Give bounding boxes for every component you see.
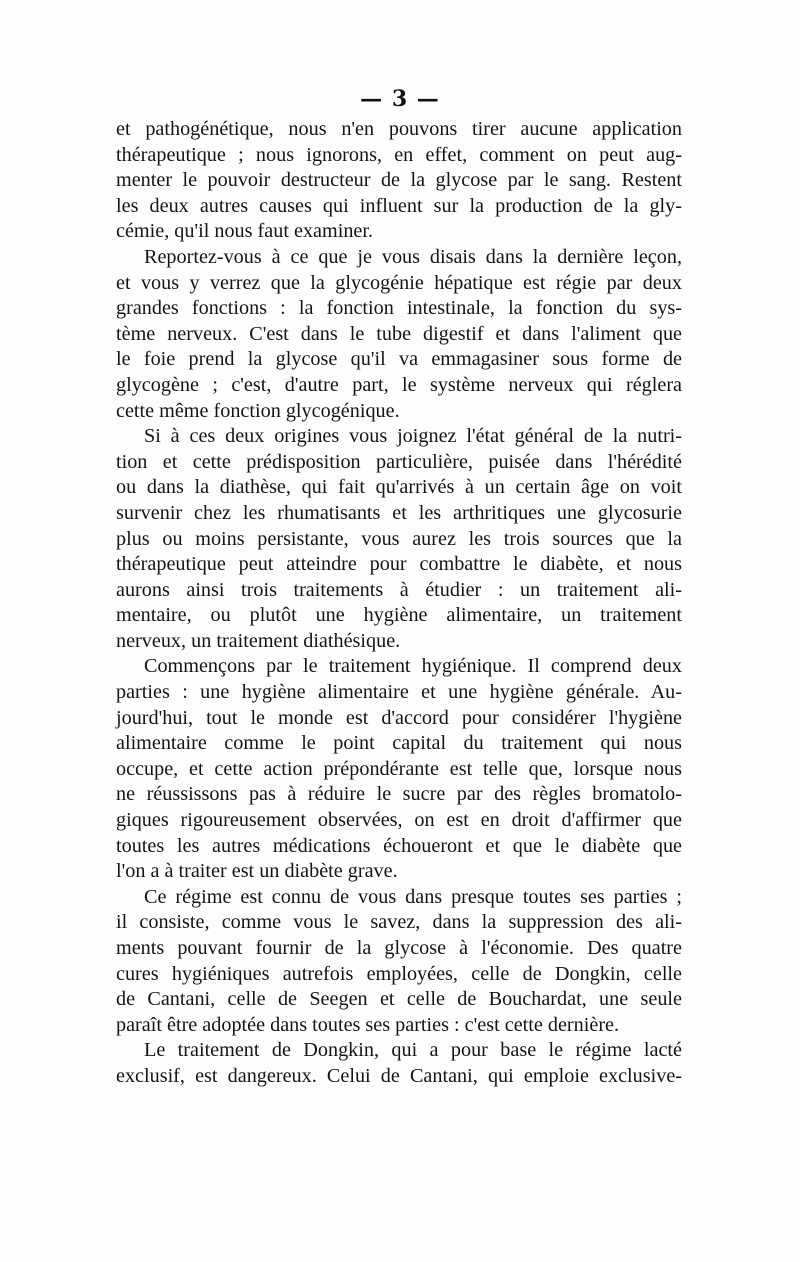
text-line: plus ou moins persistante, vous aurez les trois sources que la xyxy=(116,527,682,550)
text-line: cémie, qu'il nous faut examiner. xyxy=(116,220,374,243)
text-line: toutes les autres médications échoueront et que le diabète que xyxy=(116,834,682,857)
paragraph xyxy=(116,1038,682,1089)
paragraph xyxy=(116,424,682,654)
text-line: Ce régime est connu de vous dans presque toutes ses parties ; xyxy=(144,885,682,908)
text-line: thérapeutique ; nous ignorons, en effet, comment on peut aug- xyxy=(116,143,682,166)
text-line: cette même fonction glycogénique. xyxy=(116,399,400,422)
text-line: giques rigoureusement observées, on est en droit d'affirmer que xyxy=(116,809,682,832)
page-number: — 3 — xyxy=(360,86,440,112)
text-line: thérapeutique peut atteindre pour combattre le diabète, et nous xyxy=(116,553,682,576)
text-line: aurons ainsi trois traitements à étudier : un traitement ali- xyxy=(116,578,682,601)
text-line: occupe, et cette action prépondérante est telle que, lorsque nous xyxy=(116,757,682,780)
paragraph xyxy=(116,654,682,884)
text-line: le foie prend la glycose qu'il va emmagasiner sous forme de xyxy=(116,348,682,371)
text-line: paraît être adoptée dans toutes ses parties : c'est cette dernière. xyxy=(116,1013,620,1036)
text-line: glycogène ; c'est, d'autre part, le système nerveux qui réglera xyxy=(116,373,682,396)
text-line: Commençons par le traitement hygiénique. Il comprend deux xyxy=(144,655,682,678)
paragraph xyxy=(116,885,682,1039)
text-line: Le traitement de Dongkin, qui a pour base le régime lacté xyxy=(144,1039,682,1062)
paragraph xyxy=(116,117,682,245)
text-line: tion et cette prédisposition particulière, puisée dans l'hérédité xyxy=(116,450,682,473)
paragraph xyxy=(116,245,682,424)
text-line: il consiste, comme vous le savez, dans la suppression des ali- xyxy=(116,911,682,934)
text-line: les deux autres causes qui influent sur la production de la gly- xyxy=(116,194,682,217)
body-text xyxy=(116,117,682,1090)
text-line: de Cantani, celle de Seegen et celle de Bouchardat, une seule xyxy=(116,988,682,1011)
text-line: menter le pouvoir destructeur de la glycose par le sang. Restent xyxy=(116,169,682,192)
text-line: tème nerveux. C'est dans le tube digestif et dans l'aliment que xyxy=(116,322,682,345)
text-line: cures hygiéniques autrefois employées, celle de Dongkin, celle xyxy=(116,962,682,985)
text-line: survenir chez les rhumatisants et les arthritiques une glycosurie xyxy=(116,501,682,524)
text-line: alimentaire comme le point capital du traitement qui nous xyxy=(116,732,682,755)
text-line: et vous y verrez que la glycogénie hépatique est régie par deux xyxy=(116,271,682,294)
text-line: nerveux, un traitement diathésique. xyxy=(116,629,401,652)
text-line: l'on a à traiter est un diabète grave. xyxy=(116,860,398,883)
text-line: jourd'hui, tout le monde est d'accord pour considérer l'hygiène xyxy=(116,706,682,729)
text-line: ments pouvant fournir de la glycose à l'économie. Des quatre xyxy=(116,937,682,959)
text-line: et pathogénétique, nous n'en pouvons tirer aucune application xyxy=(116,118,682,140)
text-line: Si à ces deux origines vous joignez l'état général de la nutri- xyxy=(144,425,682,448)
text-line: ou dans la diathèse, qui fait qu'arrivés à un certain âge on voit xyxy=(116,476,682,499)
text-line: mentaire, ou plutôt une hygiène alimentaire, un traitement xyxy=(116,604,682,627)
text-line: ne réussissons pas à réduire le sucre par des règles bromatolo- xyxy=(116,783,682,806)
text-line: parties : une hygiène alimentaire et une hygiène générale. Au- xyxy=(116,681,682,704)
text-line: Reportez-vous à ce que je vous disais dans la dernière leçon, xyxy=(144,245,682,268)
text-line: exclusif, est dangereux. Celui de Cantani, qui emploie exclusive- xyxy=(116,1064,682,1087)
text-line: grandes fonctions : la fonction intestinale, la fonction du sys- xyxy=(116,297,682,320)
